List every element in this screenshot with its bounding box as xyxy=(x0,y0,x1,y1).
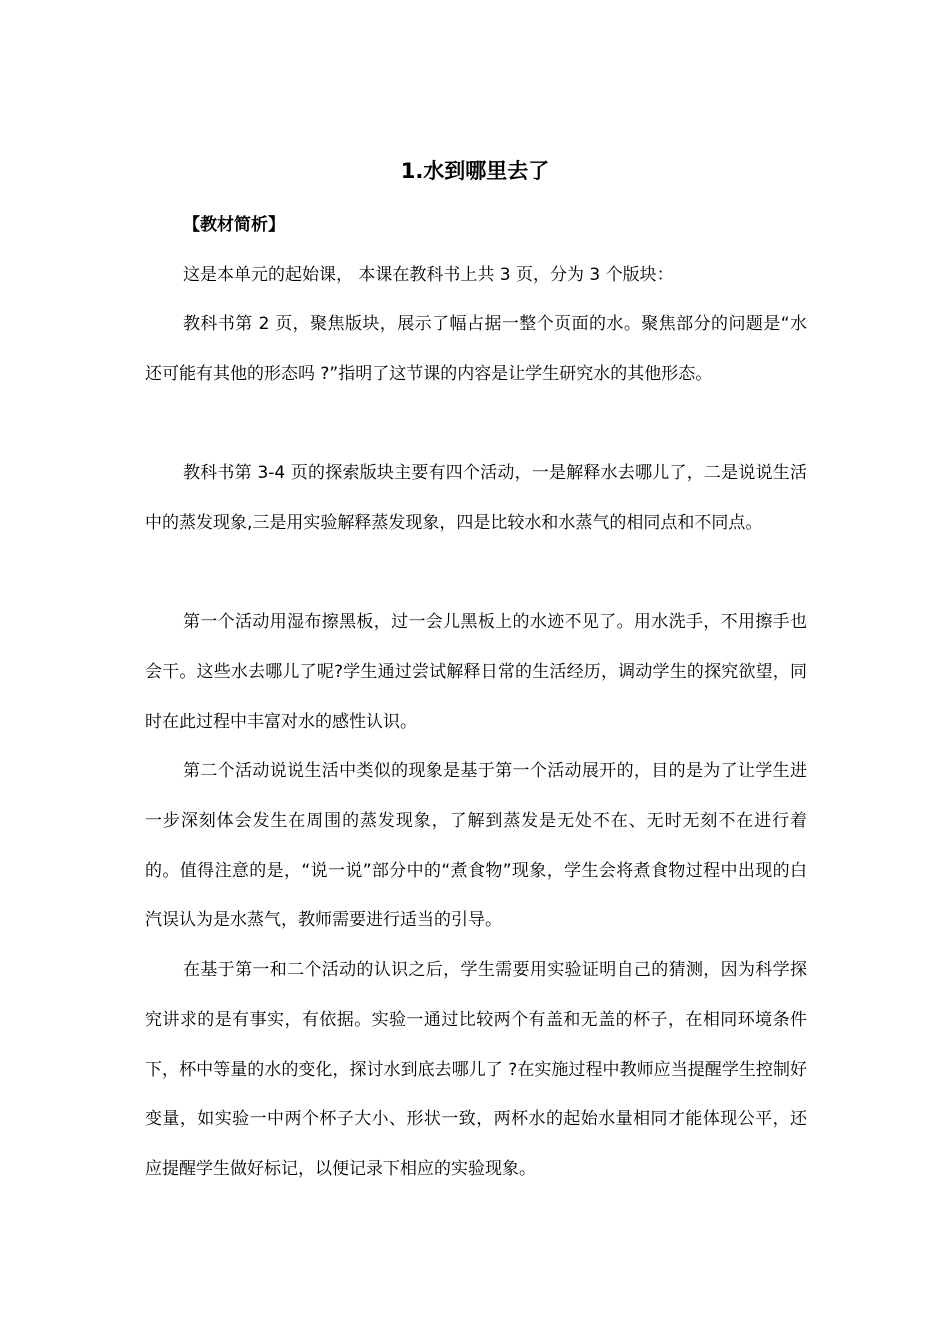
paragraph-activity-one: 第一个活动用湿布擦黑板，过一会儿黑板上的水迹不见了。用水洗手，不用擦手也会干。这些水去哪儿了呢?学生通过尝试解释日常的生活经历，调动学生的探究欲望，同时在此过程中丰富对水的感性认识。 xyxy=(145,612,807,732)
paragraph-activity-two: 第二个活动说说生活中类似的现象是基于第一个活动展开的，目的是为了让学生进一步深刻体会发生在周围的蒸发现象，了解到蒸发是无处不在、无时无刻不在进行着的。值得注意的是，“说一说”部分中的“煮食物”现象，学生会将煮食物过程中出现的白汽误认为是水蒸气，教师需要进行适当的引导。 xyxy=(145,761,807,931)
paragraph-intro: 这是本单元的起始课， 本课在教科书上共 3 页，分为 3 个版块： xyxy=(183,265,674,285)
paragraph-explore-section: 教科书第 3-4 页的探索版块主要有四个活动，一是解释水去哪儿了，二是说说生活中的蒸发现象,三是用实验解释蒸发现象，四是比较水和水蒸气的相同点和不同点。 xyxy=(145,463,807,533)
paragraph-experiment: 在基于第一和二个活动的认识之后，学生需要用实验证明自己的猜测，因为科学探究讲求的是有事实，有依据。实验一通过比较两个有盖和无盖的杯子，在相同环境条件下，杯中等量的水的变化，探讨水到底去哪儿了 ?在实施过程中教师应当提醒学生控制好变量，如实验一中两个杯子大小、形状一致，两杯水的起始水量相同才能体现公平，还应提醒学生做好标记，以便记录下相应的实验现象。 xyxy=(145,960,807,1180)
paragraph-focus-section: 教科书第 2 页，聚焦版块，展示了幅占据一整个页面的水。聚焦部分的问题是“水还可能有其他的形态吗 ?”指明了这节课的内容是让学生研究水的其他形态。 xyxy=(145,314,807,384)
section-heading: 【教材简析】 xyxy=(183,215,285,235)
document-title: 1.水到哪里去了 xyxy=(400,159,550,183)
